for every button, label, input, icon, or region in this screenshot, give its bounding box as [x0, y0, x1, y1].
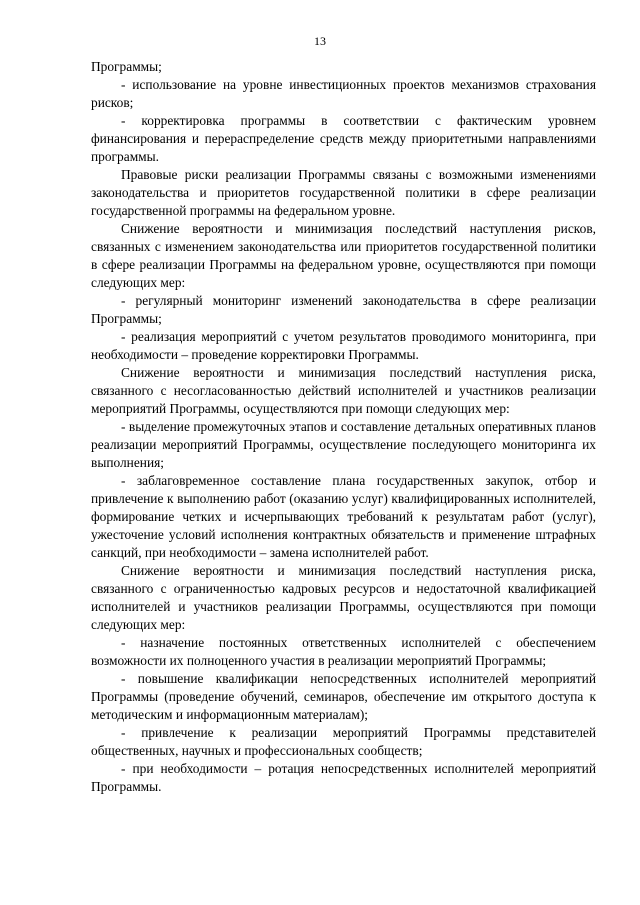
- list-item: - использование на уровне инвестиционных проектов механизмов страхования рисков;: [91, 77, 596, 110]
- list-item: - реализация мероприятий с учетом результатов проводимого мониторинга, при необходимости – проведение корректировки Программы.: [91, 329, 596, 362]
- list-item: - при необходимости – ротация непосредственных исполнителей мероприятий Программы.: [91, 761, 596, 794]
- paragraph: Программы;: [91, 59, 162, 74]
- document-body: [91, 58, 596, 796]
- page-number: 13: [314, 34, 326, 48]
- list-item: - заблаговременное составление плана государственных закупок, отбор и привлечение к выполнению работ (оказанию услуг) квалифицированных исполнителей, формирование четких и исчерпывающих требований к результатам работ (услуг), ужесточение условий исполнения контрактных обязательств и применение штрафных санкций, при необходимости – замена исполнителей работ.: [91, 473, 596, 560]
- list-item: - регулярный мониторинг изменений законодательства в сфере реализации Программы;: [91, 293, 596, 326]
- list-item: - повышение квалификации непосредственных исполнителей мероприятий Программы (проведение обучений, семинаров, обеспечение им открытого доступа к методическим и информационным материалам);: [91, 671, 596, 722]
- paragraph: Снижение вероятности и минимизация последствий наступления риска, связанного с ограниченностью кадровых ресурсов и недостаточной квалификацией исполнителей и участников реализации Программы, осуществляются при помощи следующих мер:: [91, 563, 596, 632]
- paragraph: Правовые риски реализации Программы связаны с возможными изменениями законодательства и приоритетов государственной политики в сфере реализации государственной программы на федеральном уровне.: [91, 167, 596, 218]
- list-item: - привлечение к реализации мероприятий Программы представителей общественных, научных и профессиональных сообществ;: [91, 725, 596, 758]
- paragraph: Снижение вероятности и минимизация последствий наступления риска, связанного с несогласованностью действий исполнителей и участников реализации мероприятий Программы, осуществляются при помощи следующих мер:: [91, 365, 596, 416]
- paragraph: Снижение вероятности и минимизация последствий наступления рисков, связанных с изменением законодательства или приоритетов государственной политики в сфере реализации Программы на федеральном уровне, осуществляются при помощи следующих мер:: [91, 221, 596, 290]
- list-item: - корректировка программы в соответствии с фактическим уровнем финансирования и перераспределение средств между приоритетными направлениями программы.: [91, 113, 596, 164]
- list-item: - назначение постоянных ответственных исполнителей с обеспечением возможности их полноценного участия в реализации мероприятий Программы;: [91, 635, 596, 668]
- list-item: - выделение промежуточных этапов и составление детальных оперативных планов реализации мероприятий Программы, осуществление последующего мониторинга их выполнения;: [91, 419, 596, 470]
